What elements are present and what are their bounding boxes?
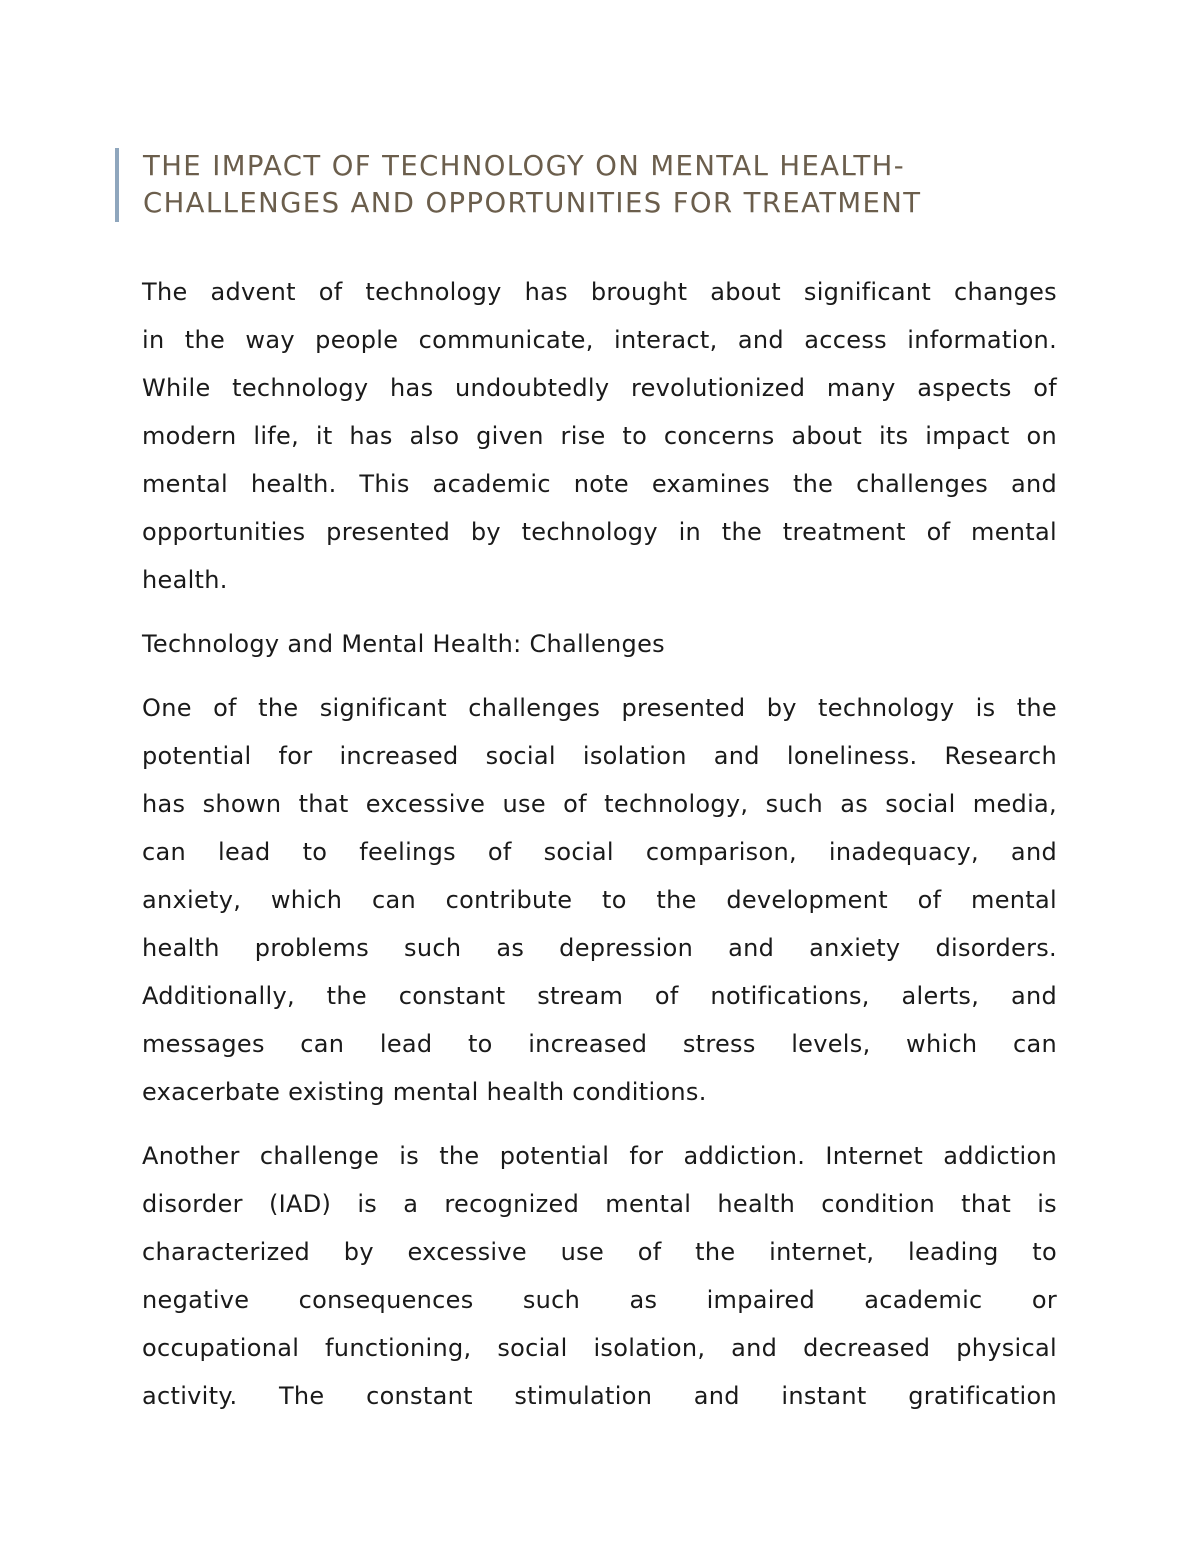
- text-line: disorder (IAD) is a recognized mental health condition that is: [142, 1190, 1057, 1218]
- title-line-2: CHALLENGES AND OPPORTUNITIES FOR TREATMENT: [143, 187, 922, 219]
- text-line: modern life, it has also given rise to concerns about its impact on: [142, 422, 1057, 450]
- text-line: The advent of technology has brought about significant changes: [142, 278, 1057, 306]
- text-line: health.: [142, 566, 228, 594]
- text-line: health problems such as depression and anxiety disorders.: [142, 934, 1057, 962]
- text-line: activity. The constant stimulation and instant gratification: [142, 1382, 1057, 1410]
- text-line: Another challenge is the potential for addiction. Internet addiction: [142, 1142, 1057, 1170]
- challenges-paragraph: [142, 684, 1057, 1116]
- text-line: occupational functioning, social isolation, and decreased physical: [142, 1334, 1057, 1362]
- text-line: Additionally, the constant stream of notifications, alerts, and: [142, 982, 1057, 1010]
- text-line: messages can lead to increased stress levels, which can: [142, 1030, 1057, 1058]
- text-line: can lead to feelings of social comparison, inadequacy, and: [142, 838, 1057, 866]
- document-body: [142, 268, 1057, 1436]
- text-line: potential for increased social isolation and loneliness. Research: [142, 742, 1057, 770]
- section-heading: Technology and Mental Health: Challenges: [142, 630, 665, 658]
- text-line: mental health. This academic note examines the challenges and: [142, 470, 1057, 498]
- text-line: negative consequences such as impaired academic or: [142, 1286, 1057, 1314]
- text-line: has shown that excessive use of technology, such as social media,: [142, 790, 1057, 818]
- intro-paragraph: [142, 268, 1057, 604]
- text-line: While technology has undoubtedly revolutionized many aspects of: [142, 374, 1057, 402]
- text-line: One of the significant challenges presented by technology is the: [142, 694, 1057, 722]
- text-line: in the way people communicate, interact, and access information.: [142, 326, 1057, 354]
- text-line: characterized by excessive use of the internet, leading to: [142, 1238, 1057, 1266]
- text-line: opportunities presented by technology in the treatment of mental: [142, 518, 1057, 546]
- text-line: anxiety, which can contribute to the development of mental: [142, 886, 1057, 914]
- document-title: [115, 148, 1075, 222]
- text-line: exacerbate existing mental health conditions.: [142, 1078, 707, 1106]
- title-line-1: THE IMPACT OF TECHNOLOGY ON MENTAL HEALTH-: [143, 150, 906, 182]
- addiction-paragraph: [142, 1132, 1057, 1420]
